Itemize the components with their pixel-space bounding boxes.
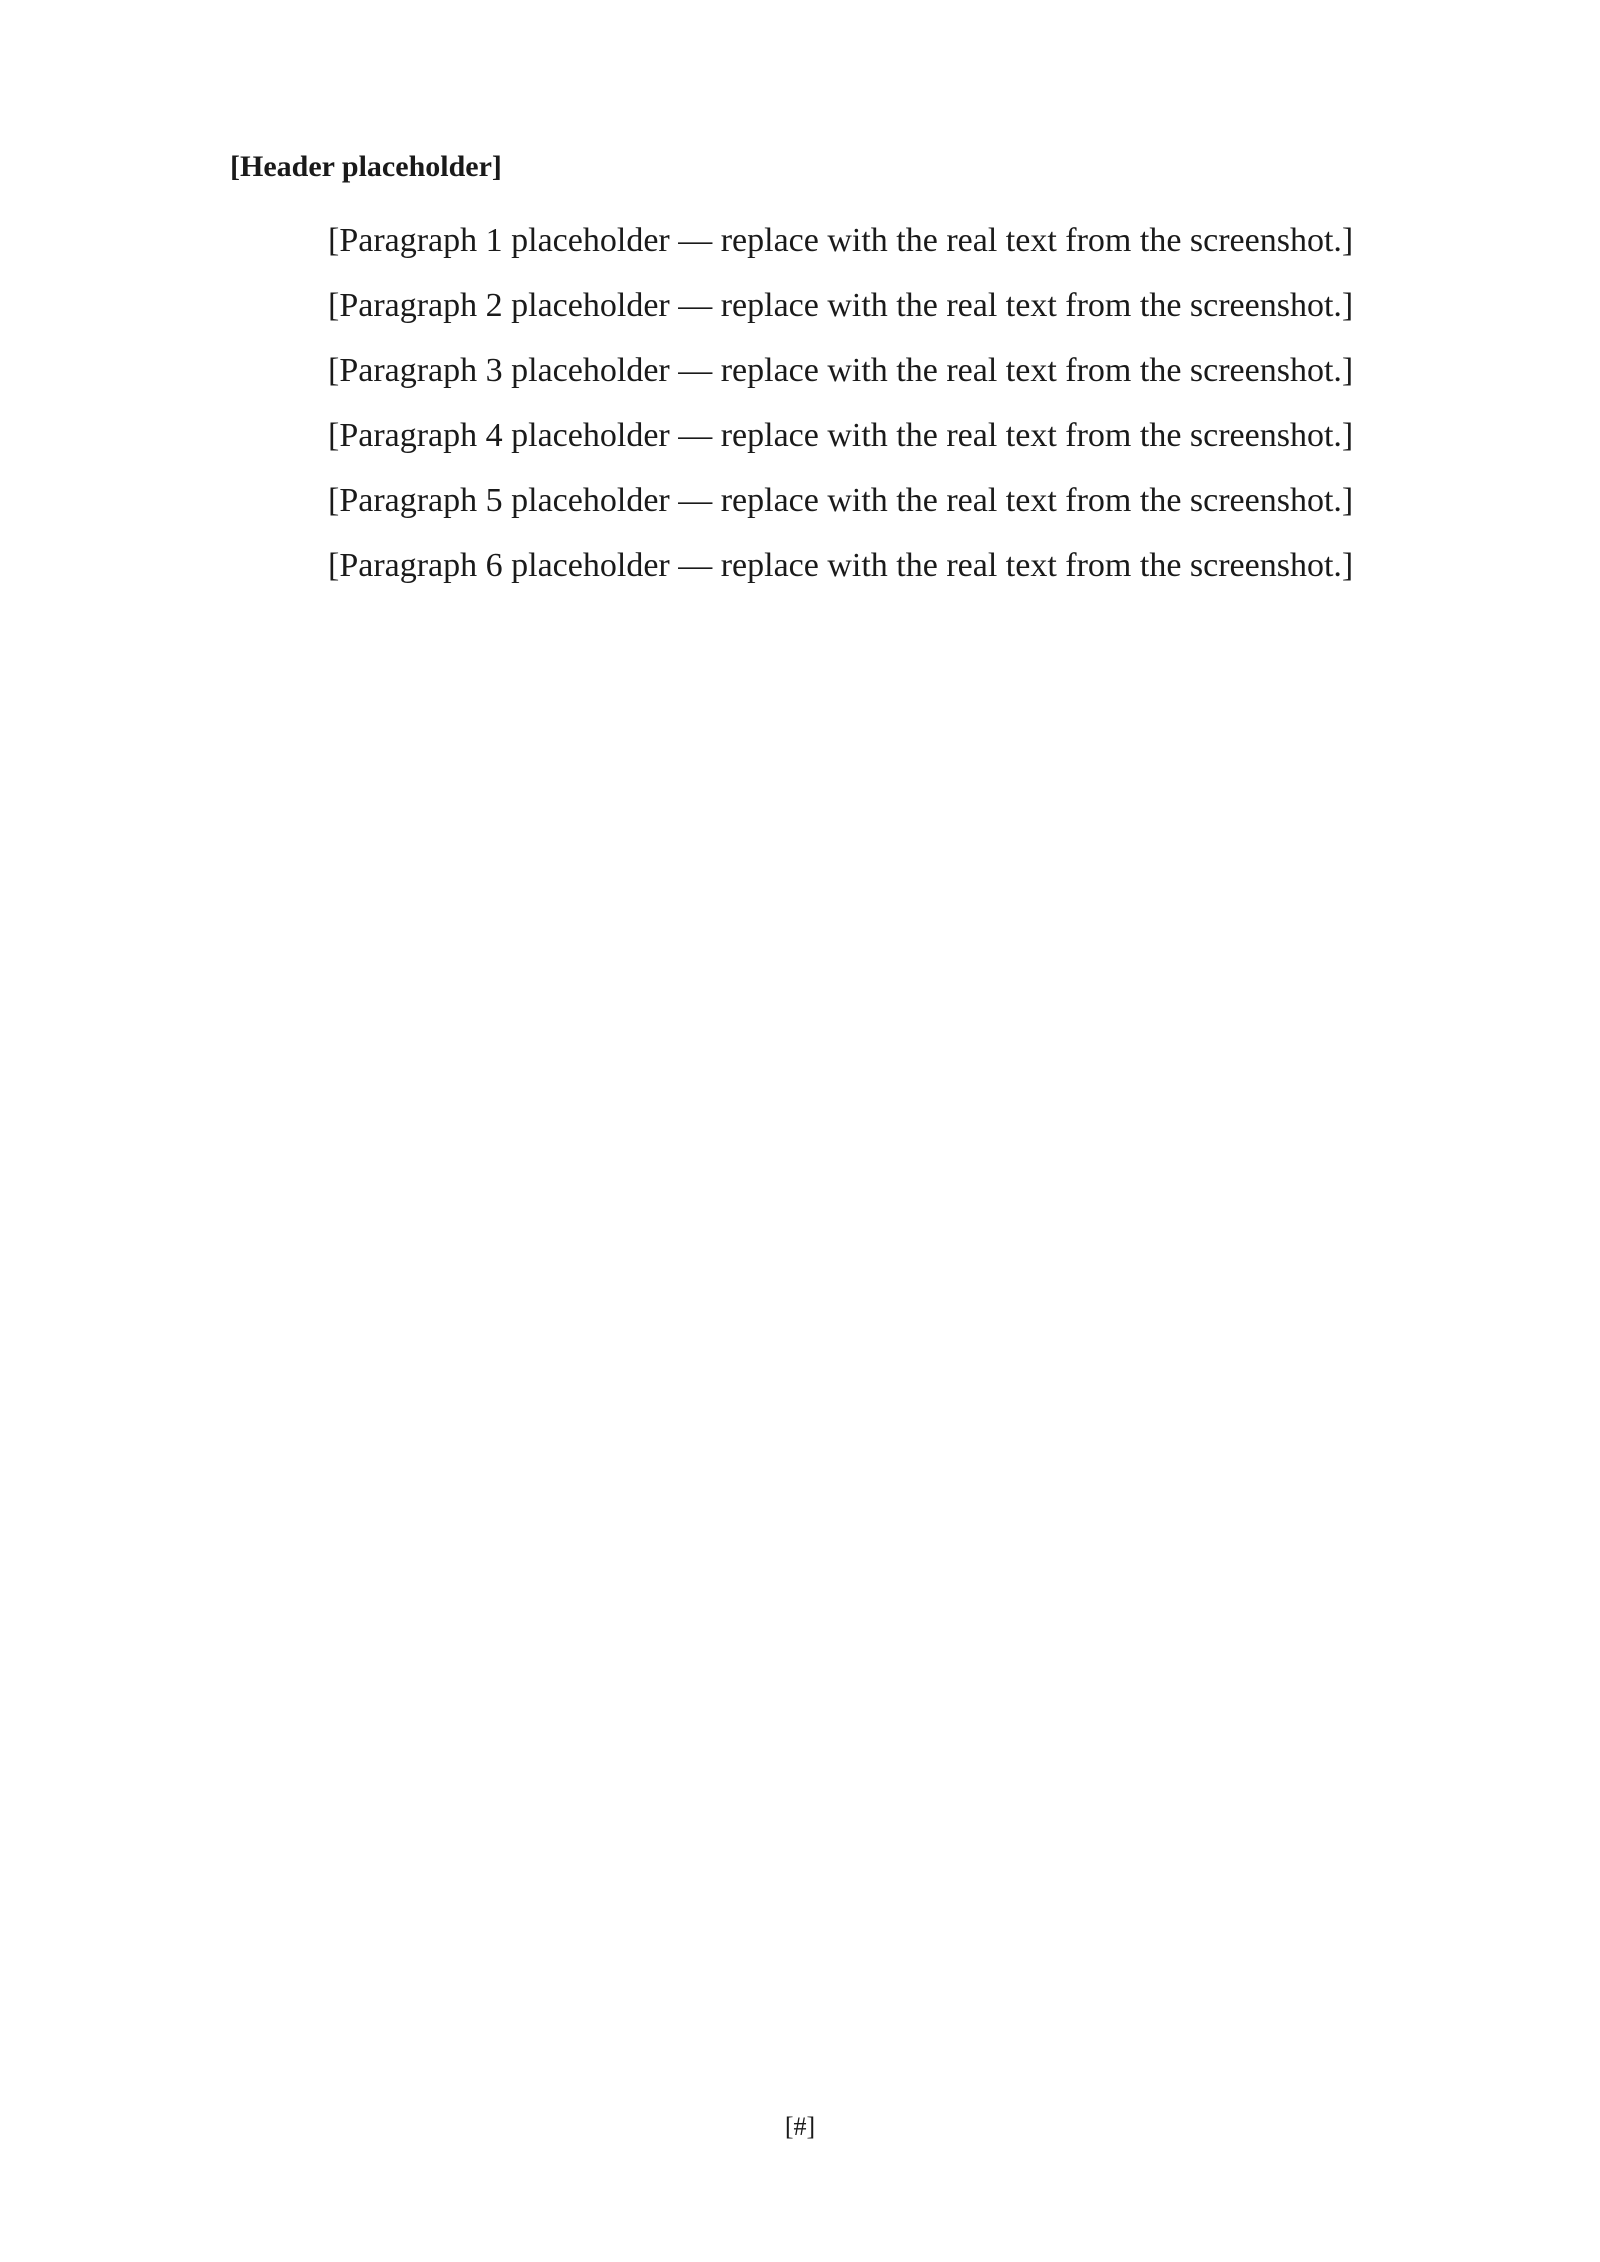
page-number: [#]: [784, 2112, 816, 2141]
paragraph: [Paragraph 3 placeholder — replace with the real text from the screenshot.]: [328, 352, 1354, 389]
paragraph: [Paragraph 5 placeholder — replace with the real text from the screenshot.]: [328, 482, 1354, 519]
paragraph: [Paragraph 1 placeholder — replace with the real text from the screenshot.]: [328, 222, 1354, 259]
paragraph: [Paragraph 6 placeholder — replace with the real text from the screenshot.]: [328, 547, 1354, 584]
document-body: [230, 208, 1390, 598]
paragraph: [Paragraph 4 placeholder — replace with the real text from the screenshot.]: [328, 417, 1354, 454]
document-header: [Header placeholder]: [230, 150, 502, 183]
paragraph: [Paragraph 2 placeholder — replace with the real text from the screenshot.]: [328, 287, 1354, 324]
